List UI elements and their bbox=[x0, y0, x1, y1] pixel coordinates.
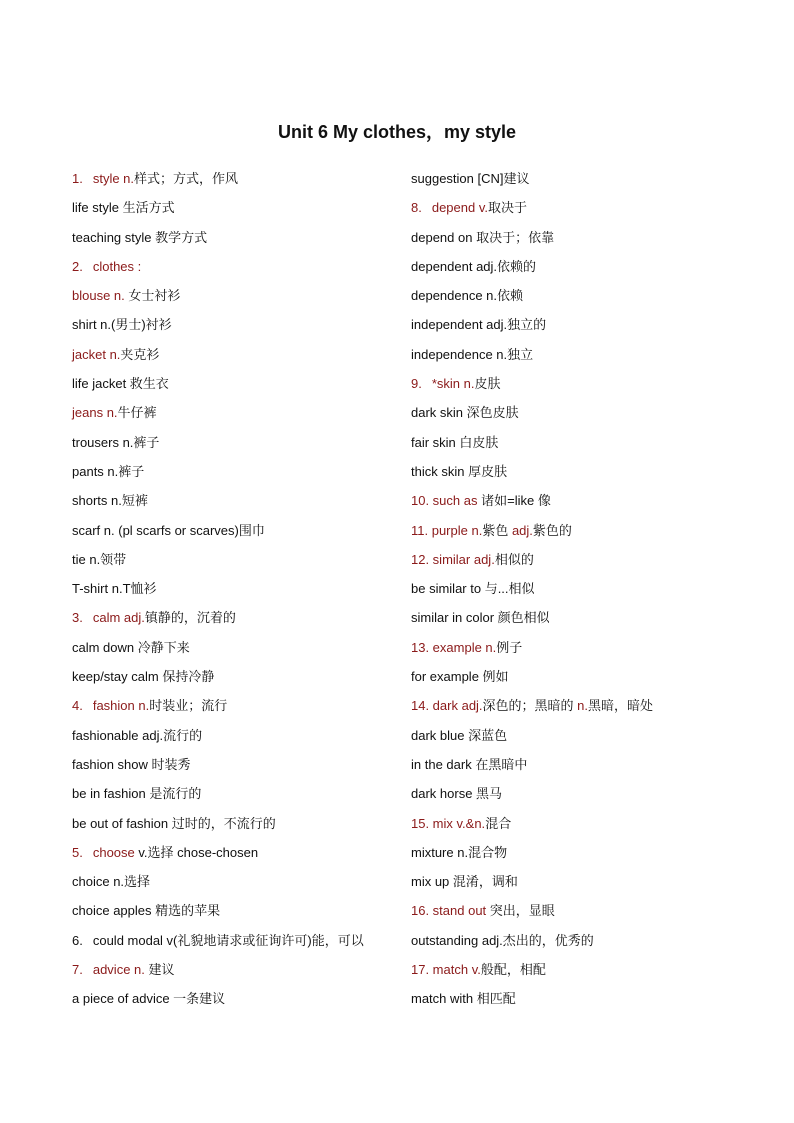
vocab-line bbox=[72, 400, 392, 429]
vocab-line bbox=[72, 693, 392, 722]
keyword: choose bbox=[92, 844, 135, 860]
vocab-line bbox=[411, 869, 751, 898]
definition-text: v.选择 chose-chosen bbox=[134, 844, 259, 860]
vocab-line bbox=[411, 518, 751, 547]
vocab-line bbox=[411, 898, 751, 927]
vocab-line bbox=[72, 430, 392, 459]
item-number: 3. bbox=[72, 610, 83, 626]
vocab-line bbox=[411, 225, 751, 254]
vocab-line bbox=[72, 664, 392, 693]
definition-text: 诸如=like 像 bbox=[477, 493, 551, 509]
keyword: jeans n. bbox=[72, 405, 118, 421]
definition-text: dark skin 深色皮肤 bbox=[411, 405, 519, 421]
keyword: style n. bbox=[92, 171, 135, 186]
definition-text: 混合 bbox=[485, 815, 512, 831]
keyword: blouse n. bbox=[72, 288, 125, 304]
vocab-line bbox=[72, 605, 392, 634]
vocab-line bbox=[72, 312, 392, 341]
vocab-line bbox=[72, 225, 392, 254]
vocab-line bbox=[72, 459, 392, 488]
vocab-line bbox=[72, 283, 392, 312]
keyword: 10. such as bbox=[411, 493, 478, 509]
vocab-line bbox=[411, 195, 751, 224]
item-number: 5. bbox=[72, 844, 83, 860]
vocab-line bbox=[411, 547, 751, 576]
vocab-line bbox=[411, 957, 751, 986]
vocab-line bbox=[411, 312, 751, 341]
definition-text: similar in color 颜色相似 bbox=[411, 610, 550, 626]
vocab-line bbox=[411, 664, 751, 693]
definition-text: tie n.领带 bbox=[72, 551, 127, 567]
definition-text: 建议 bbox=[144, 962, 175, 978]
vocab-line bbox=[411, 723, 751, 752]
definition-text: 夹克衫 bbox=[120, 346, 160, 362]
vocab-line bbox=[72, 166, 392, 195]
keyword: calm adj. bbox=[92, 610, 145, 626]
definition-text: T-shirt n.T恤衫 bbox=[72, 581, 157, 597]
definition-text: in the dark 在黑暗中 bbox=[411, 756, 528, 772]
definition-text: 黑暗，暗处 bbox=[588, 698, 654, 714]
definition-text: 女士衬衫 bbox=[124, 288, 181, 304]
definition-text: 取决于 bbox=[487, 200, 527, 216]
vocab-line bbox=[411, 459, 751, 488]
keyword: 15. mix v.&n. bbox=[411, 815, 486, 831]
vocab-line bbox=[72, 488, 392, 517]
definition-text: 皮肤 bbox=[474, 376, 501, 392]
definition-text: 突出，显眼 bbox=[486, 903, 555, 919]
vocab-line bbox=[411, 928, 751, 957]
vocab-line bbox=[411, 166, 751, 195]
definition-text: shirt n.(男士)衬衫 bbox=[72, 317, 172, 333]
vocab-line bbox=[411, 811, 751, 840]
definition-text: dark horse 黑马 bbox=[411, 786, 503, 802]
keyword: advice n. bbox=[92, 962, 145, 978]
vocab-line bbox=[411, 840, 751, 869]
item-number: 9. bbox=[411, 376, 422, 392]
vocab-line bbox=[411, 576, 751, 605]
vocab-line bbox=[411, 430, 751, 459]
definition-text: fashion show 时装秀 bbox=[72, 756, 191, 772]
vocab-line bbox=[72, 342, 392, 371]
definition-text: 深色的；黑暗的 bbox=[482, 698, 578, 714]
keyword: jacket n. bbox=[72, 346, 121, 362]
keyword: *skin n. bbox=[431, 376, 475, 392]
definition-text: 镇静的，沉着的 bbox=[144, 610, 236, 626]
vocab-line bbox=[411, 283, 751, 312]
definition-text: life style 生活方式 bbox=[72, 200, 175, 216]
vocab-line bbox=[72, 195, 392, 224]
definition-text: 牛仔裤 bbox=[117, 405, 157, 421]
definition-text: could modal v(礼貌地请求或征询许可)能，可以 bbox=[92, 932, 364, 948]
definition-text: for example 例如 bbox=[411, 669, 509, 685]
item-number: 8. bbox=[411, 200, 422, 216]
definition-text: 紫色的 bbox=[532, 522, 572, 538]
vocab-line bbox=[72, 576, 392, 605]
definition-text: mix up 混淆，调和 bbox=[411, 874, 518, 890]
definition-text: trousers n.裤子 bbox=[72, 434, 160, 450]
keyword: adj. bbox=[511, 522, 533, 538]
definition-text: thick skin 厚皮肤 bbox=[411, 463, 508, 479]
left-column bbox=[72, 166, 392, 1016]
vocab-line bbox=[411, 635, 751, 664]
vocab-line bbox=[411, 488, 751, 517]
vocab-line bbox=[411, 342, 751, 371]
item-number: 1. bbox=[72, 171, 83, 186]
vocab-line bbox=[411, 605, 751, 634]
definition-text: independence n.独立 bbox=[411, 346, 534, 362]
definition-text: life jacket 救生衣 bbox=[72, 376, 169, 392]
definition-text: pants n.裤子 bbox=[72, 463, 145, 479]
definition-text: dependence n.依赖 bbox=[411, 288, 524, 304]
definition-text: be similar to 与...相似 bbox=[411, 581, 535, 597]
definition-text: outstanding adj.杰出的，优秀的 bbox=[411, 932, 594, 948]
item-number: 6. bbox=[72, 932, 83, 948]
definition-text: suggestion [CN]建议 bbox=[411, 171, 530, 186]
vocab-line bbox=[72, 898, 392, 927]
definition-text: mixture n.混合物 bbox=[411, 844, 508, 860]
vocab-line bbox=[411, 752, 751, 781]
definition-text: be in fashion 是流行的 bbox=[72, 786, 202, 802]
definition-text: 例子 bbox=[496, 639, 523, 655]
vocab-line bbox=[411, 371, 751, 400]
right-column bbox=[411, 166, 751, 1016]
keyword: 12. similar adj. bbox=[411, 551, 495, 567]
definition-text: dark blue 深蓝色 bbox=[411, 727, 508, 743]
vocab-line bbox=[411, 781, 751, 810]
vocab-line bbox=[411, 986, 751, 1015]
definition-text: 紫色 bbox=[482, 522, 512, 538]
vocab-line bbox=[411, 254, 751, 283]
keyword: 14. dark adj. bbox=[411, 698, 483, 714]
definition-text: keep/stay calm 保持冷静 bbox=[72, 669, 215, 685]
definition-text: 时装业；流行 bbox=[149, 698, 228, 714]
page-title: Unit 6 My clothes，my style bbox=[277, 122, 517, 142]
keyword: 16. stand out bbox=[411, 903, 487, 919]
keyword: n. bbox=[577, 698, 589, 714]
definition-text: 般配，相配 bbox=[480, 962, 546, 978]
vocab-line bbox=[72, 957, 392, 986]
definition-text: dependent adj.依赖的 bbox=[411, 258, 537, 274]
keyword: 11. purple n. bbox=[411, 522, 483, 538]
vocab-line bbox=[72, 371, 392, 400]
definition-text: be out of fashion 过时的，不流行的 bbox=[72, 815, 276, 831]
vocab-line bbox=[72, 986, 392, 1015]
vocab-line bbox=[72, 547, 392, 576]
vocab-line bbox=[72, 254, 392, 283]
definition-text: depend on 取决于；依靠 bbox=[411, 229, 555, 245]
keyword: 17. match v. bbox=[411, 962, 481, 978]
keyword: depend v. bbox=[431, 200, 488, 216]
definition-text: 相似的 bbox=[494, 551, 534, 567]
definition-text: fashionable adj.流行的 bbox=[72, 727, 203, 743]
item-number: 4. bbox=[72, 698, 83, 714]
definition-text: independent adj.独立的 bbox=[411, 317, 547, 333]
definition-text: choice n.选择 bbox=[72, 874, 151, 890]
vocab-line bbox=[72, 723, 392, 752]
item-number: 2. bbox=[72, 258, 83, 274]
definition-text: 样式；方式，作风 bbox=[134, 171, 239, 186]
vocab-line bbox=[72, 518, 392, 547]
vocab-line bbox=[411, 693, 751, 722]
definition-text: match with 相匹配 bbox=[411, 991, 516, 1007]
keyword: fashion n. bbox=[92, 698, 150, 714]
definition-text: a piece of advice 一条建议 bbox=[72, 991, 226, 1007]
definition-text: fair skin 白皮肤 bbox=[411, 434, 499, 450]
vocab-line bbox=[72, 869, 392, 898]
vocab-line bbox=[72, 781, 392, 810]
definition-text: scarf n. (pl scarfs or scarves)围巾 bbox=[72, 522, 265, 538]
keyword: 13. example n. bbox=[411, 639, 497, 655]
vocab-line bbox=[72, 840, 392, 869]
vocab-line bbox=[411, 400, 751, 429]
definition-text: shorts n.短裤 bbox=[72, 493, 148, 509]
keyword: clothes : bbox=[92, 258, 142, 274]
vocab-line bbox=[72, 635, 392, 664]
vocab-line bbox=[72, 752, 392, 781]
definition-text: choice apples 精选的苹果 bbox=[72, 903, 221, 919]
vocab-line bbox=[72, 928, 392, 957]
definition-text: teaching style 教学方式 bbox=[72, 229, 208, 245]
item-number: 7. bbox=[72, 962, 83, 978]
vocab-line bbox=[72, 811, 392, 840]
definition-text: calm down 冷静下来 bbox=[72, 639, 190, 655]
